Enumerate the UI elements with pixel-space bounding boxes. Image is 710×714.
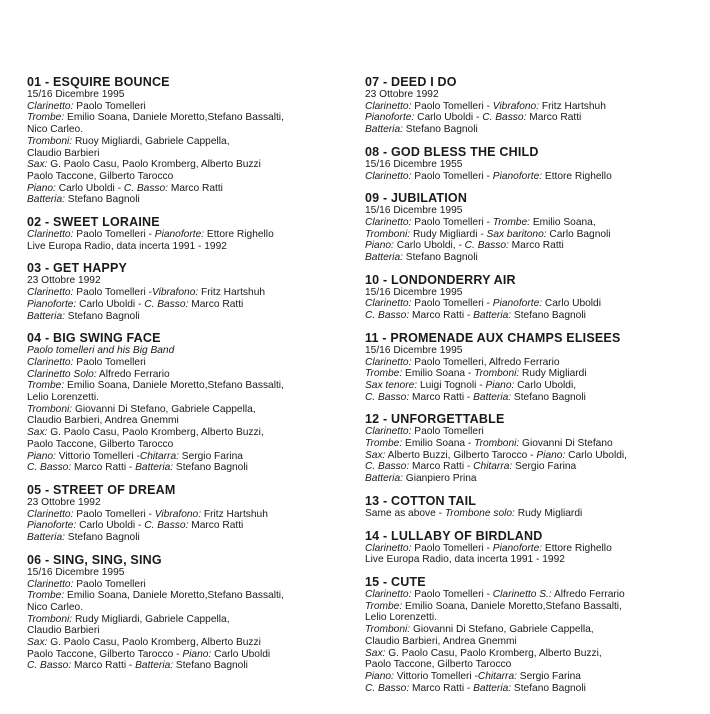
credit-text: Alberto Buzzi, Gilberto Tarocco -: [385, 449, 537, 461]
track-entry: [27, 483, 357, 544]
credit-text: Lelio Lorenzetti.: [27, 392, 99, 404]
credit-role-text: Tromboni:: [474, 438, 520, 450]
credit-line: [27, 637, 357, 649]
credit-text: Carlo Uboldi -: [76, 520, 145, 532]
credit-role-text: Batteria:: [135, 660, 174, 672]
credit-role-text: Batteria:: [365, 473, 403, 485]
credit-line: [27, 614, 357, 626]
track-entry: [365, 191, 695, 264]
credit-line: [27, 311, 357, 323]
credit-line: [27, 497, 357, 509]
credit-text: Carlo Uboldi,: [565, 449, 627, 461]
credit-text: Luigi Tognoli -: [417, 379, 486, 391]
credit-line: [365, 636, 695, 648]
credit-line: [365, 683, 695, 695]
credit-text: Gianpiero Prina: [402, 473, 477, 485]
credit-line: [27, 404, 357, 416]
credit-role-text: Clarinetto:: [27, 229, 74, 241]
track-entry: [27, 261, 357, 322]
credit-line: [365, 612, 695, 624]
left-column: [27, 75, 357, 681]
credit-role-text: Clarinetto:: [365, 100, 412, 112]
track-title: 07 - DEED I DO: [365, 75, 457, 89]
credit-text: Emilio Soana -: [402, 438, 475, 450]
credit-text: G. Paolo Casu, Paolo Kromberg, Alberto Buzzi,: [47, 427, 264, 439]
credit-role-text: Tromboni:: [365, 228, 411, 240]
credit-line: [27, 194, 357, 206]
credit-text: Marco Ratti -: [71, 462, 136, 474]
credit-role-text: Pianoforte:: [492, 542, 543, 554]
credit-line: [27, 380, 357, 392]
credit-role-text: Clarinetto Solo:: [27, 368, 97, 380]
track-title: 06 - SING, SING, SING: [27, 552, 162, 567]
credit-line: [365, 287, 695, 299]
credit-line: [27, 171, 357, 183]
track-entry: [365, 494, 695, 520]
credit-text: Nico Carleo.: [27, 601, 84, 613]
credit-text: Paolo Tomelleri -: [411, 216, 493, 228]
credit-line: [27, 275, 357, 287]
credit-text: Paolo Taccone, Gilberto Tarocco: [365, 659, 512, 671]
credit-role-text: C. Basso:: [365, 391, 410, 403]
credit-text: G. Paolo Casu, Paolo Kromberg, Alberto Buzzi: [47, 159, 261, 171]
credit-line: [27, 509, 357, 521]
credit-role-text: Clarinetto:: [27, 100, 74, 112]
credit-text: Sergio Farina: [178, 450, 243, 462]
credit-line: [27, 241, 357, 253]
credit-text: Fritz Hartshuh: [201, 508, 268, 520]
credit-line: [365, 589, 695, 601]
credit-line: [365, 217, 695, 229]
credit-text: Emilio Soana, Daniele Moretto,Stefano Bassalti,: [64, 380, 284, 392]
credit-role-text: Tromboni:: [27, 403, 73, 415]
credit-text: Rudy Migliardi: [519, 368, 587, 380]
track-entry: [365, 575, 695, 694]
credit-text: Stefano Bagnoli: [511, 310, 586, 322]
credit-line: [27, 579, 357, 591]
credit-role-text: Trombe:: [492, 216, 530, 228]
track-entry: [27, 553, 357, 672]
credit-role-text: Trombe:: [365, 368, 403, 380]
credit-text: 15/16 Dicembre 1995: [365, 286, 463, 298]
credit-line: [27, 602, 357, 614]
credit-text: Marco Ratti: [168, 182, 223, 194]
credit-text: Emilio Soana, Daniele Moretto,Stefano Bassalti,: [64, 112, 284, 124]
credit-role-text: C. Basso:: [365, 310, 410, 322]
credit-line: [27, 159, 357, 171]
credit-text: Marco Ratti: [188, 298, 244, 310]
credit-text: Emilio Soana, Daniele Moretto,Stefano Bassalti,: [64, 590, 284, 602]
track-title: 14 - LULLABY OF BIRDLAND: [365, 528, 543, 543]
credit-text: Marco Ratti -: [409, 682, 474, 694]
track-title: 13 - COTTON TAIL: [365, 493, 477, 508]
credit-text: Carlo Uboldi -: [414, 112, 483, 124]
credit-role-text: Piano:: [536, 449, 566, 461]
credit-text: Giovanni Di Stefano, Gabriele Cappella,: [72, 403, 256, 415]
credit-text: Paolo Tomelleri: [73, 100, 146, 112]
credit-line: [27, 520, 357, 532]
track-entry: [365, 331, 695, 404]
credit-role-text: C. Basso:: [365, 682, 410, 694]
credit-role-text: Trombe:: [27, 590, 65, 602]
credit-line: [27, 183, 357, 195]
credit-text: Rudy Migliardi: [514, 507, 583, 519]
credit-text: Paolo Taccone, Gilberto Tarocco: [27, 170, 174, 182]
credit-line: [365, 380, 695, 392]
credit-role-text: Pianoforte:: [27, 520, 77, 532]
credit-line: [365, 345, 695, 357]
credit-role-text: Vibrafono:: [492, 100, 540, 112]
credit-line: [365, 310, 695, 322]
credit-role-text: Vibrafono:: [151, 287, 199, 299]
track-title: 09 - JUBILATION: [365, 191, 468, 206]
credit-role-text: Batteria:: [365, 252, 403, 264]
credit-text: 15/16 Dicembre 1995: [365, 344, 463, 356]
track-title: 04 - BIG SWING FACE: [27, 331, 161, 346]
credit-text: Ettore Righello: [542, 170, 612, 182]
credit-line: [27, 299, 357, 311]
credit-text: Paolo Tomelleri: [411, 426, 484, 438]
credit-text: Rudy Migliardi -: [410, 228, 487, 240]
credit-text: Sergio Farina: [512, 461, 577, 473]
track-title: 10 - LONDONDERRY AIR: [365, 272, 516, 287]
credit-text: Stefano Bagnoli: [64, 532, 140, 544]
credit-text: Paolo Tomelleri -: [73, 229, 155, 241]
credit-text: Alfredo Ferrario: [96, 368, 170, 380]
credit-line: [365, 461, 695, 473]
credit-role-text: Clarinetto:: [365, 356, 412, 368]
credit-line: [365, 357, 695, 369]
credit-text: Vittorio Tomelleri -: [55, 450, 140, 462]
credit-text: Live Europa Radio, data incerta 1991 - 1992: [365, 554, 565, 566]
credit-role-text: Sax:: [27, 637, 48, 649]
credit-role-text: C. Basso:: [144, 298, 189, 310]
credit-text: Paolo Tomelleri -: [411, 298, 493, 310]
credit-line: [365, 205, 695, 217]
credit-text: G. Paolo Casu, Paolo Kromberg, Alberto Buzzi,: [385, 647, 602, 659]
credit-role-text: Batteria:: [27, 532, 65, 544]
credit-role-text: Batteria:: [27, 194, 65, 206]
credit-line: [365, 473, 695, 485]
credit-role-text: Pianoforte:: [492, 170, 543, 182]
credit-line: [27, 462, 357, 474]
credit-text: 23 Ottobre 1992: [27, 496, 101, 508]
track-entry: [27, 75, 357, 206]
credit-text: Marco Ratti: [188, 520, 244, 532]
credit-line: [27, 660, 357, 672]
track-title: 05 - STREET OF DREAM: [27, 482, 176, 497]
credit-line: [365, 438, 695, 450]
credit-text: Carlo Uboldi: [211, 648, 271, 660]
credit-role-text: Chitarra:: [139, 450, 179, 462]
credit-role-text: Clarinetto:: [27, 578, 74, 590]
credit-text: Giovanni Di Stefano, Gabriele Cappella,: [410, 624, 594, 636]
credit-role-text: Piano:: [27, 182, 56, 194]
credit-line: [27, 136, 357, 148]
credit-line: [27, 101, 357, 113]
credit-text: Paolo Tomelleri -: [411, 542, 493, 554]
credit-role-text: Batteria:: [473, 682, 512, 694]
credit-text: Marco Ratti -: [409, 391, 474, 403]
credit-role-text: Clarinetto:: [365, 216, 412, 228]
credit-role-text: C. Basso:: [144, 520, 189, 532]
credit-role-text: Pianoforte:: [365, 112, 415, 124]
credit-text: 15/16 Dicembre 1995: [365, 205, 463, 217]
credit-role-text: Tromboni:: [27, 613, 73, 625]
credit-line: [365, 112, 695, 124]
credit-line: [27, 229, 357, 241]
credit-text: Claudio Barbieri: [27, 625, 100, 637]
credit-line: [27, 532, 357, 544]
credit-role-text: Trombone solo:: [444, 507, 515, 519]
credit-role-text: Trombe:: [365, 600, 403, 612]
credit-line: [365, 671, 695, 683]
credit-role-text: Tromboni:: [365, 624, 411, 636]
credit-line: [365, 392, 695, 404]
track-title: 11 - PROMENADE AUX CHAMPS ELISEES: [365, 330, 621, 345]
credit-role-text: Trombe:: [27, 112, 65, 124]
credit-text: Stefano Bagnoli: [64, 194, 140, 206]
right-column: [365, 75, 695, 703]
credit-role-text: Batteria:: [473, 310, 512, 322]
credit-text: Rudy Migliardi, Gabriele Cappella,: [72, 613, 230, 625]
credit-line: [27, 148, 357, 160]
track-entry: [365, 412, 695, 485]
credit-line: [365, 240, 695, 252]
credit-line: [27, 625, 357, 637]
credit-role-text: Piano:: [365, 670, 394, 682]
credit-line: [365, 508, 695, 520]
credit-line: [27, 112, 357, 124]
credit-text: Live Europa Radio, data incerta 1991 - 1992: [27, 240, 227, 252]
credit-line: [27, 287, 357, 299]
credit-role-text: Sax tenore:: [365, 379, 418, 391]
credit-text: Emilio Soana, Daniele Moretto,Stefano Bassalti,: [402, 600, 622, 612]
credit-line: [365, 543, 695, 555]
credit-text: Ettore Righello: [204, 229, 274, 241]
credit-text: 15/16 Dicembre 1995: [27, 566, 125, 578]
credit-text: Paolo Tomelleri -: [411, 170, 493, 182]
track-entry: [27, 215, 357, 252]
credit-text: Stefano Bagnoli: [64, 310, 140, 322]
track-title: 15 - CUTE: [365, 574, 426, 589]
credit-text: Stefano Bagnoli: [511, 682, 586, 694]
credit-line: [27, 124, 357, 136]
credit-line: [365, 101, 695, 113]
track-entry: [27, 331, 357, 474]
credit-text: 23 Ottobre 1992: [365, 89, 439, 100]
credit-role-text: Piano:: [365, 240, 394, 252]
credit-role-text: Clarinetto:: [27, 356, 74, 368]
credit-role-text: Sax:: [365, 449, 386, 461]
credit-text: Carlo Uboldi: [542, 298, 601, 310]
credit-line: [365, 601, 695, 613]
credit-line: [365, 252, 695, 264]
credit-text: Paolo Tomelleri -: [73, 287, 152, 299]
credit-text: 23 Ottobre 1992: [27, 275, 101, 287]
track-entry: [365, 529, 695, 566]
credit-line: [365, 624, 695, 636]
credit-role-text: Clarinetto:: [365, 542, 412, 554]
track-title: 02 - SWEET LORAINE: [27, 215, 160, 230]
credit-text: 15/16 Dicembre 1955: [365, 158, 463, 170]
credit-text: Carlo Uboldi -: [76, 298, 145, 310]
track-title: 08 - GOD BLESS THE CHILD: [365, 144, 539, 159]
credit-role-text: Clarinetto:: [365, 588, 412, 600]
credit-text: Carlo Uboldi, -: [393, 240, 465, 252]
credit-text: Marco Ratti -: [409, 461, 474, 473]
credit-role-text: Sax:: [27, 159, 48, 171]
track-entry: [365, 273, 695, 322]
credit-role-text: Trombe:: [27, 380, 65, 392]
credit-text: Stefano Bagnoli: [173, 462, 248, 474]
credit-text: Paolo Tomelleri -: [411, 588, 493, 600]
credit-line: [365, 229, 695, 241]
track-entry: [365, 75, 695, 136]
credit-role-text: Clarinetto:: [27, 287, 74, 299]
credit-text: Ettore Righello: [542, 542, 612, 554]
credit-text: Lelio Lorenzetti.: [365, 612, 437, 624]
track-title: 12 - UNFORGETTABLE: [365, 412, 505, 427]
credit-role-text: Piano:: [485, 379, 515, 391]
credit-line: [27, 567, 357, 579]
credit-role-text: Batteria:: [135, 462, 174, 474]
credit-line: [365, 426, 695, 438]
credit-text: Paolo Tomelleri: [73, 356, 146, 368]
credit-text: Same as above -: [365, 507, 445, 519]
credit-role-text: C. Basso:: [27, 462, 72, 474]
credit-text: Marco Ratti: [526, 112, 582, 124]
credit-text: Paolo Tomelleri -: [411, 100, 493, 112]
track-entry: [365, 145, 695, 182]
credit-role-text: Chitarra:: [473, 461, 513, 473]
credit-line: [365, 298, 695, 310]
credit-text: Stefano Bagnoli: [402, 252, 478, 264]
credit-role-text: Clarinetto S.:: [492, 588, 552, 600]
credit-line: [27, 451, 357, 463]
credit-role-text: Batteria:: [473, 391, 512, 403]
credit-role-text: Tromboni:: [474, 368, 520, 380]
credit-text: Vittorio Tomelleri -: [393, 670, 478, 682]
credit-text: Paolo Taccone, Gilberto Tarocco: [27, 438, 174, 450]
credit-role-text: Piano:: [182, 648, 212, 660]
credit-line: [365, 368, 695, 380]
credit-text: Carlo Uboldi,: [514, 379, 577, 391]
credit-text: Fritz Hartshuh: [198, 287, 266, 299]
credit-line: [27, 392, 357, 404]
credit-role-text: C. Basso:: [27, 660, 72, 672]
credit-role-text: Clarinetto:: [27, 508, 74, 520]
credit-text: Alfredo Ferrario: [551, 588, 625, 600]
credit-role-text: C. Basso:: [123, 182, 169, 194]
credit-text: Emilio Soana -: [402, 368, 475, 380]
credit-text: Stefano Bagnoli: [402, 124, 478, 136]
track-title: 01 - ESQUIRE BOUNCE: [27, 75, 170, 89]
credit-role-text: Chitarra:: [477, 670, 517, 682]
credit-role-text: C. Basso:: [365, 461, 410, 473]
credit-role-text: Sax:: [27, 427, 48, 439]
credit-text: Marco Ratti: [508, 240, 564, 252]
credit-text: G. Paolo Casu, Paolo Kromberg, Alberto Buzzi: [47, 637, 261, 649]
credit-line: [27, 427, 357, 439]
credit-line: [365, 159, 695, 171]
credit-role-text: Pianoforte:: [492, 298, 543, 310]
credit-text: Paolo Tomelleri -: [73, 508, 155, 520]
credit-text: Claudio Barbieri, Andrea Gnemmi: [365, 635, 517, 647]
credit-text: Marco Ratti -: [409, 310, 474, 322]
credit-role-text: Pianoforte:: [154, 229, 205, 241]
credit-text: Emilio Soana,: [529, 216, 596, 228]
credit-text: Paolo Tomelleri: [73, 578, 146, 590]
credit-text: Carlo Bagnoli: [546, 228, 611, 240]
credit-text: Nico Carleo.: [27, 124, 84, 136]
credit-role-text: Sax:: [365, 647, 386, 659]
credit-line: [27, 345, 357, 357]
credit-text: Paolo Taccone, Gilberto Tarocco -: [27, 648, 183, 660]
credit-role-text: Clarinetto:: [365, 426, 412, 438]
credit-line: [27, 357, 357, 369]
credit-role-text: Pianoforte:: [27, 298, 77, 310]
credit-line: [27, 89, 357, 101]
credit-line: [365, 89, 695, 101]
credit-text: 15/16 Dicembre 1995: [27, 89, 125, 100]
credit-line: [27, 590, 357, 602]
credit-role-text: Sax baritono:: [486, 228, 547, 240]
credit-role-text: Batteria:: [27, 310, 65, 322]
credit-line: [27, 649, 357, 661]
credit-line: [365, 450, 695, 462]
credit-text: Marco Ratti -: [71, 660, 136, 672]
credit-role-text: Piano:: [27, 450, 56, 462]
credit-line: [27, 439, 357, 451]
credit-line: [365, 124, 695, 136]
credit-role-text: Tromboni:: [27, 135, 73, 147]
credit-line: [365, 659, 695, 671]
credit-role-text: Trombe:: [365, 438, 403, 450]
credit-text: Sergio Farina: [516, 670, 581, 682]
credit-text: Fritz Hartshuh: [539, 100, 606, 112]
credit-line: [27, 369, 357, 381]
credit-role-text: Clarinetto:: [365, 298, 412, 310]
credit-line: [365, 171, 695, 183]
credit-text: Claudio Barbieri, Andrea Gnemmi: [27, 415, 179, 427]
credit-text: Carlo Uboldi -: [55, 182, 124, 194]
credit-role-text: Batteria:: [365, 124, 403, 136]
credit-text: Claudio Barbieri: [27, 147, 100, 159]
credit-role-text: C. Basso:: [464, 240, 509, 252]
credit-role-text: C. Basso:: [482, 112, 527, 124]
credit-role-text: Clarinetto:: [365, 170, 412, 182]
credit-line: [365, 554, 695, 566]
credit-line: [365, 648, 695, 660]
track-title: 03 - GET HAPPY: [27, 261, 128, 276]
credit-text: Stefano Bagnoli: [511, 391, 586, 403]
credit-text: Giovanni Di Stefano: [519, 438, 613, 450]
credit-role-text: Paolo tomelleri and his Big Band: [27, 345, 175, 357]
credit-text: Stefano Bagnoli: [173, 660, 248, 672]
credit-line: [27, 415, 357, 427]
credit-role-text: Vibrafono:: [154, 508, 202, 520]
credit-text: Ruoy Migliardi, Gabriele Cappella,: [72, 135, 230, 147]
credit-text: Paolo Tomelleri, Alfredo Ferrario: [411, 356, 560, 368]
